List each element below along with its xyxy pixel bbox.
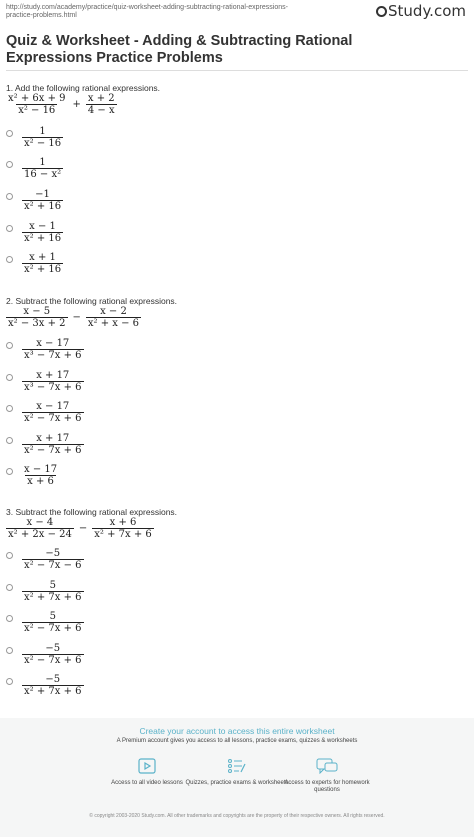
radio-button[interactable] xyxy=(6,437,13,444)
premium-description: A Premium account gives you access to all lessons, practice exams, quizzes & worksheets xyxy=(116,738,358,744)
video-icon xyxy=(138,758,156,774)
page-url: http://study.com/academy/practice/quiz-worksheet-adding-subtracting-rational-expressions-practice-problems.html xyxy=(6,4,288,19)
radio-button[interactable] xyxy=(6,678,13,685)
page-title: Quiz & Worksheet - Adding & Subtracting Rational Expressions Practice Problems xyxy=(6,33,353,66)
logo-icon xyxy=(376,6,387,17)
radio-button[interactable] xyxy=(6,130,13,137)
fraction: $\frac{x - 4}{\text{x² + 2x − 24}}$ xyxy=(8,517,72,540)
feature-video-lessons: Access to all video lessons xyxy=(92,758,202,787)
question-3-prompt: 3. Subtract the following rational expressions. xyxy=(6,507,178,517)
radio-button[interactable] xyxy=(6,584,13,591)
radio-button[interactable] xyxy=(6,256,13,263)
answer-option[interactable]: $\frac{-5}{\text{x² − 7x − 6}}$ xyxy=(6,548,84,571)
chat-bubble-icon xyxy=(316,758,338,774)
radio-button[interactable] xyxy=(6,374,13,381)
answer-option[interactable]: $\frac{x + 1}{\text{x² + 16}}$ xyxy=(6,252,63,275)
copyright-text: © copyright 2003-2020 Study.com. All other trademarks and copyrights are the property of their respective owners. All rights reserved. xyxy=(89,813,385,819)
question-2-prompt: 2. Subtract the following rational expressions. xyxy=(6,296,178,306)
radio-button[interactable] xyxy=(6,225,13,232)
feature-experts: Access to experts for homework questions xyxy=(272,758,382,794)
feature-quizzes: Quizzes, practice exams & worksheets xyxy=(182,758,292,787)
answer-option[interactable]: $\frac{x - 17}{\text{x² − 7x + 6}}$ xyxy=(6,401,84,424)
logo-text: Study.com xyxy=(388,2,466,20)
radio-button[interactable] xyxy=(6,161,13,168)
fraction: $\frac{\text{x² + 6x + 9}}{\text{x² − 16}}$ xyxy=(8,93,66,116)
question-1-prompt: 1. Add the following rational expressions. xyxy=(6,83,161,93)
study-logo[interactable] xyxy=(376,2,466,20)
answer-option[interactable]: $\frac{1}{\text{16 − x²}}$ xyxy=(6,157,63,180)
radio-button[interactable] xyxy=(6,405,13,412)
answer-option[interactable]: $\frac{5}{\text{x² − 7x + 6}}$ xyxy=(6,611,84,634)
answer-option[interactable]: $\frac{x - 17}{x + 6}$ xyxy=(6,464,59,487)
answer-option[interactable]: $\frac{x + 17}{\text{x³ − 7x + 6}}$ xyxy=(6,370,84,393)
answer-option[interactable]: $\frac{x - 17}{\text{x³ − 7x + 6}}$ xyxy=(6,338,84,361)
fraction: $\frac{x - 5}{\text{x² − 3x + 2}}$ xyxy=(8,306,66,329)
answer-option[interactable]: $\frac{5}{\text{x² + 7x + 6}}$ xyxy=(6,580,84,603)
answer-option[interactable]: $\frac{-5}{\text{x² − 7x + 6}}$ xyxy=(6,643,84,666)
quiz-list-icon xyxy=(227,758,247,774)
radio-button[interactable] xyxy=(6,615,13,622)
fraction: $\frac{x - 2}{\text{x² + x − 6}}$ xyxy=(87,306,140,329)
fraction: $\frac{x + 2}{4 - x}$ xyxy=(87,93,115,116)
answer-option[interactable]: $\frac{-5}{\text{x² + 7x + 6}}$ xyxy=(6,674,84,697)
radio-button[interactable] xyxy=(6,193,13,200)
question-1-expression: $\frac{\text{x² + 6x + 9}}{\text{x² − 16}}$ + $\frac{x + 2}{4 - x}$ xyxy=(8,93,115,116)
create-account-link[interactable]: Create your account to access this entire worksheet xyxy=(139,726,335,736)
premium-footer xyxy=(0,718,474,837)
divider xyxy=(6,70,468,71)
fraction: $\frac{x + 6}{\text{x² + 7x + 6}}$ xyxy=(94,517,152,540)
question-2-expression: $\frac{x - 5}{\text{x² − 3x + 2}}$ − $\frac{x - 2}{\text{x² + x − 6}}$ xyxy=(8,306,140,329)
question-3-expression: $\frac{x - 4}{\text{x² + 2x − 24}}$ − $\frac{x + 6}{\text{x² + 7x + 6}}$ xyxy=(8,517,152,540)
answer-option[interactable]: $\frac{x + 17}{\text{x² − 7x + 6}}$ xyxy=(6,433,84,456)
radio-button[interactable] xyxy=(6,468,13,475)
answer-option[interactable]: $\frac{x - 1}{\text{x² + 16}}$ xyxy=(6,221,63,244)
radio-button[interactable] xyxy=(6,342,13,349)
radio-button[interactable] xyxy=(6,552,13,559)
answer-option[interactable]: $\frac{1}{\text{x² − 16}}$ xyxy=(6,126,63,149)
radio-button[interactable] xyxy=(6,647,13,654)
answer-option[interactable]: $\frac{-1}{\text{x² + 16}}$ xyxy=(6,189,63,212)
